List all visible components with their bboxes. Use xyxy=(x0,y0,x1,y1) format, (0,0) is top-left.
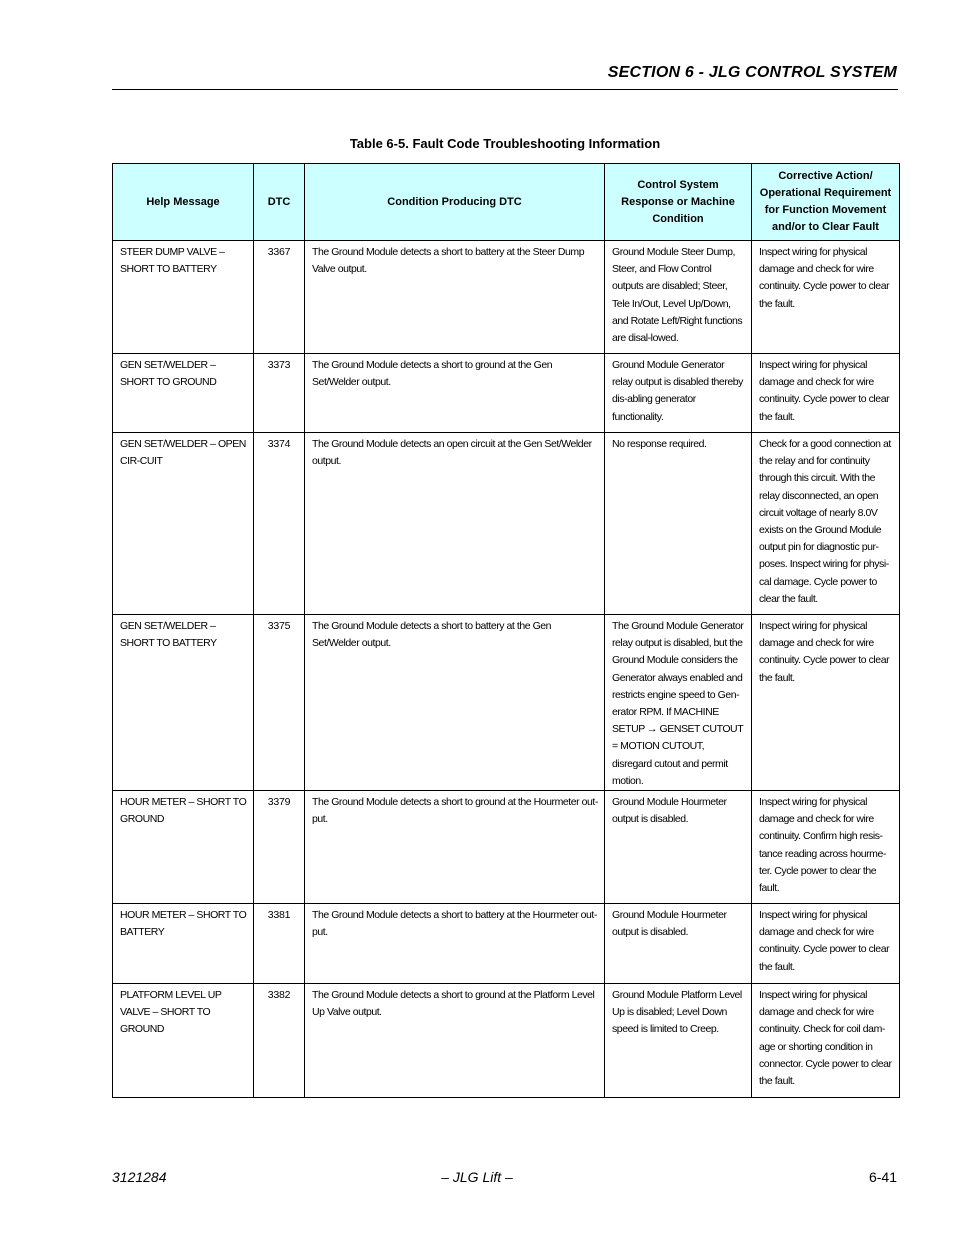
help-message-cell: PLATFORM LEVEL UP VALVE – SHORT TO GROUND xyxy=(113,984,254,1098)
dtc-cell: 3374 xyxy=(254,433,305,615)
condition-cell: The Ground Module detects an open circuit at the Gen Set/Welder output. xyxy=(305,433,605,615)
response-cell: The Ground Module Generator relay output is disabled, but the Ground Module considers the Generator always enabled and restricts engine speed to Gen-erator RPM. If MACHINE SETUP → GENSET CUTOUT = MOTION CUTOUT, disregard cutout and permit motion. xyxy=(605,615,752,791)
header-rule xyxy=(112,89,898,90)
dtc-cell: 3379 xyxy=(254,791,305,904)
column-header-dtc: DTC xyxy=(254,164,305,241)
dtc-cell: 3367 xyxy=(254,241,305,354)
condition-cell: The Ground Module detects a short to battery at the Hourmeter out-put. xyxy=(305,904,605,984)
table-row xyxy=(113,241,900,354)
action-cell: Inspect wiring for physical damage and check for wire continuity. Confirm high resis-tance reading across hourme-ter. Cycle power to clear the fault. xyxy=(752,791,900,904)
dtc-cell: 3375 xyxy=(254,615,305,791)
footer-publisher: – JLG Lift – xyxy=(441,1169,513,1185)
response-cell: Ground Module Steer Dump, Steer, and Flow Control outputs are disabled; Steer, Tele In/Out, Level Up/Down, and Rotate Left/Right functions are disal-lowed. xyxy=(605,241,752,354)
column-header-corrective-action: Corrective Action/ Operational Requirement for Function Movement and/or to Clear Fault xyxy=(752,164,900,241)
table-row xyxy=(113,984,900,1098)
action-cell: Inspect wiring for physical damage and check for wire continuity. Check for coil dam-age or shorting condition in connector. Cycle power to clear the fault. xyxy=(752,984,900,1098)
dtc-cell: 3373 xyxy=(254,354,305,433)
condition-cell: The Ground Module detects a short to battery at the Gen Set/Welder output. xyxy=(305,615,605,791)
column-header-response: Control System Response or Machine Condition xyxy=(605,164,752,241)
table-row xyxy=(113,433,900,615)
action-cell: Check for a good connection at the relay and for continuity through this circuit. With the relay disconnected, an open circuit voltage of nearly 8.0V exists on the Ground Module output pin for diagnostic pur-poses. Inspect wiring for physi-cal damage. Cycle power to clear the fault. xyxy=(752,433,900,615)
action-cell: Inspect wiring for physical damage and check for wire continuity. Cycle power to clear the fault. xyxy=(752,241,900,354)
condition-cell: The Ground Module detects a short to ground at the Gen Set/Welder output. xyxy=(305,354,605,433)
help-message-cell: STEER DUMP VALVE – SHORT TO BATTERY xyxy=(113,241,254,354)
table-caption: Table 6-5. Fault Code Troubleshooting Information xyxy=(349,136,661,151)
action-cell: Inspect wiring for physical damage and check for wire continuity. Cycle power to clear the fault. xyxy=(752,904,900,984)
condition-cell: The Ground Module detects a short to battery at the Steer Dump Valve output. xyxy=(305,241,605,354)
condition-cell: The Ground Module detects a short to ground at the Hourmeter out-put. xyxy=(305,791,605,904)
document-number: 3121284 xyxy=(112,1169,167,1185)
help-message-cell: GEN SET/WELDER – OPEN CIR-CUIT xyxy=(113,433,254,615)
help-message-cell: HOUR METER – SHORT TO BATTERY xyxy=(113,904,254,984)
action-cell: Inspect wiring for physical damage and check for wire continuity. Cycle power to clear the fault. xyxy=(752,354,900,433)
section-title: SECTION 6 - JLG CONTROL SYSTEM xyxy=(607,64,897,81)
response-cell: Ground Module Hourmeter output is disabled. xyxy=(605,791,752,904)
column-header-help-message: Help Message xyxy=(113,164,254,241)
response-cell: Ground Module Generator relay output is disabled thereby dis-abling generator functionality. xyxy=(605,354,752,433)
response-cell: No response required. xyxy=(605,433,752,615)
table-row xyxy=(113,791,900,904)
response-cell: Ground Module Hourmeter output is disabled. xyxy=(605,904,752,984)
action-cell: Inspect wiring for physical damage and check for wire continuity. Cycle power to clear the fault. xyxy=(752,615,900,791)
table-header-row xyxy=(113,164,900,241)
table-row xyxy=(113,354,900,433)
table-row xyxy=(113,615,900,791)
help-message-cell: GEN SET/WELDER – SHORT TO BATTERY xyxy=(113,615,254,791)
fault-code-table xyxy=(112,163,900,1098)
page-number: 6-41 xyxy=(868,1169,897,1185)
condition-cell: The Ground Module detects a short to ground at the Platform Level Up Valve output. xyxy=(305,984,605,1098)
dtc-cell: 3381 xyxy=(254,904,305,984)
column-header-condition: Condition Producing DTC xyxy=(305,164,605,241)
table-row xyxy=(113,904,900,984)
dtc-cell: 3382 xyxy=(254,984,305,1098)
response-cell: Ground Module Platform Level Up is disabled; Level Down speed is limited to Creep. xyxy=(605,984,752,1098)
help-message-cell: GEN SET/WELDER – SHORT TO GROUND xyxy=(113,354,254,433)
help-message-cell: HOUR METER – SHORT TO GROUND xyxy=(113,791,254,904)
